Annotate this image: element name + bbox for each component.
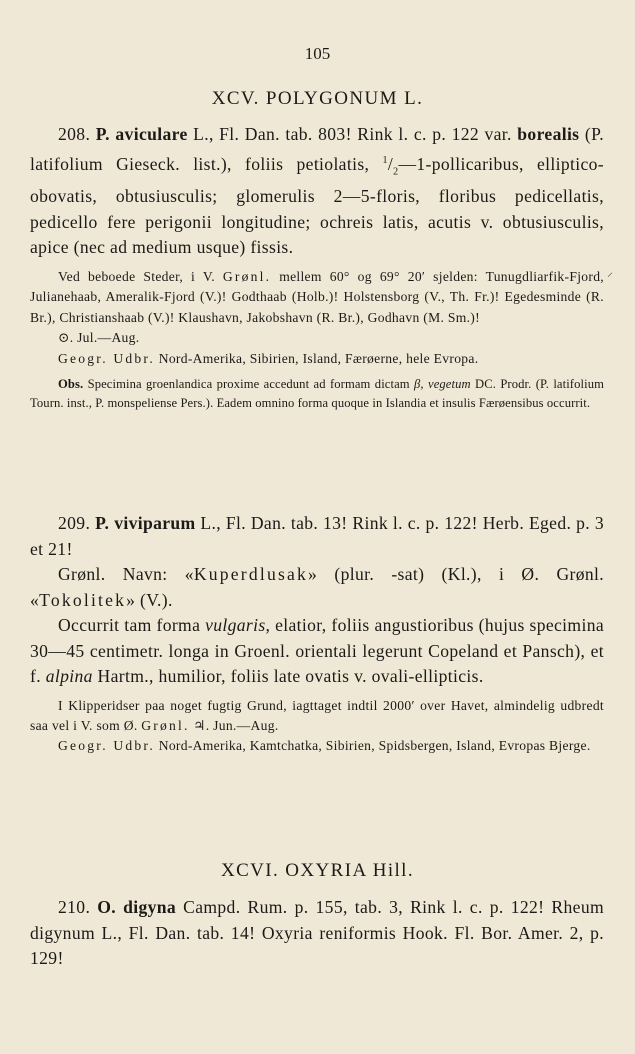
distribution-label: Geogr. Udbr. — [58, 350, 156, 366]
habitat-text: Ved beboede Steder, i V. — [58, 268, 223, 284]
distribution-paragraph — [30, 736, 604, 756]
fraction-denominator: 2 — [393, 165, 399, 177]
form-alpina: alpina — [45, 666, 93, 686]
distribution-text: Nord-Amerika, Kamtchatka, Sibirien, Spidsbergen, Island, Evropas Bjerge. — [155, 738, 591, 754]
obs-label: Obs. — [58, 376, 84, 391]
vernacular-name: Kuperdlusak — [193, 564, 308, 584]
citation-text: Campd. Rum. p. 155, tab. 3, Rink l. c. p. 122! Rheum digynum L., Fl. Dan. tab. 14! Oxyria reniformis Hook. Fl. Bor. Amer. 2, p. 129! — [30, 897, 605, 968]
obs-text-cont: DC. Prodr. (P. latifolium Tourn. inst., P. monspeliense Pers.). Eadem omnino forma quoque in Islandia et insulis Færøensibus occurrit. — [30, 376, 604, 410]
forms-text: Occurrit tam forma — [58, 615, 206, 635]
citation-text: L., Fl. Dan. tab. 13! Rink l. c. p. 122! Herb. Eged. p. 3 et 21! — [30, 513, 605, 559]
vernacular-label: Grønl. Navn: « — [58, 564, 194, 584]
variety-name: borealis — [517, 124, 580, 144]
species-number: 210. — [58, 897, 91, 917]
species-number: 209. — [58, 513, 91, 533]
species-epithet: viviparum — [114, 513, 196, 533]
distribution-text: Nord-Amerika, Sibirien, Island, Færøerne, hele Evropa. — [155, 350, 479, 366]
species-entry-aviculare — [30, 122, 604, 412]
distribution-label: Geogr. Udbr. — [58, 738, 156, 754]
variety-text: (P. latifolium Gieseck. list.), foliis petiolatis, — [30, 124, 605, 174]
forms-paragraph — [30, 613, 604, 690]
forms-text-end: Hartm., humilior, foliis late ovatis v. ovali-ellipticis. — [92, 666, 484, 686]
fraction-numerator: 1 — [382, 154, 388, 166]
vernacular-text: » (plur. -sat) (Kl.), i Ø. Grønl. « — [30, 564, 605, 610]
species-entry-digyna — [30, 895, 604, 972]
species-description — [30, 511, 604, 562]
observation-paragraph — [30, 375, 604, 412]
habitat-text: I Klipperidser paa noget fugtig Grund, iagttaget indtil 2000′ over Havet, almindelig udbredt saa vel i V. som Ø. — [30, 697, 604, 733]
page-number: 105 — [304, 44, 331, 63]
distribution-paragraph — [30, 349, 604, 369]
genus-abbrev: P. — [95, 513, 110, 533]
form-vulgaris: vulgaris — [205, 615, 266, 635]
species-number: 208. — [58, 124, 91, 144]
section-heading-polygonum: XCV. POLYGONUM L. — [211, 88, 424, 109]
species-description — [30, 895, 604, 972]
citation-text: L., Fl. Dan. tab. 803! Rink l. c. p. 122 — [187, 124, 480, 144]
habitat-paragraph — [30, 696, 604, 737]
region-word: Grønl. — [141, 717, 190, 733]
phenology-line: ⊙. Jul.—Aug. — [58, 330, 140, 346]
species-description: 208. P. aviculare L., Fl. Dan. tab. 803! Rink l. c. p. 122 var. borealis (P. latifolium Gieseck. list.), foliis petiolatis, $^1/_2—1$-pollicaribus, elliptico-obovatis, obtusiusculis; glomerulis 2—5-floris, floribus pedicellatis, pedicello fere perigonii longitudine; ochreis latis, acutis v. obtusiusculis, apice (nec ad medium usque) fissis. — [30, 124, 605, 258]
genus-abbrev: P. — [95, 124, 110, 144]
obs-text: Specimina groenlandica proxime accedunt ad formam dictam — [83, 376, 415, 391]
vernacular-source: » (V.). — [126, 589, 173, 610]
obs-variety-name: β, vegetum — [414, 376, 471, 391]
species-entry-viviparum — [30, 511, 604, 757]
species-epithet: digyna — [123, 897, 177, 917]
variety-label: var. — [484, 124, 518, 144]
region-word: Grønl. — [222, 268, 272, 284]
section-heading-oxyria: XCVI. OXYRIA Hill. — [220, 860, 415, 881]
diagnosis-text: —1-pollicaribus, elliptico-obovatis, obtusiusculis; glomerulis 2—5-floris, floribus pedicellatis, pedicello fere perigonii longitudine; ochreis latis, acutis v. obtusiusculis, apice (nec ad medium usque) fissis. — [30, 153, 604, 258]
species-epithet: aviculare — [115, 124, 188, 144]
vernacular-name-paragraph — [30, 562, 604, 613]
phenology-text: ♃. Jun.—Aug. — [189, 717, 279, 733]
habitat-paragraph — [30, 267, 604, 328]
vernacular-name-east: Tokolitek — [39, 589, 127, 610]
forms-text-cont: , elatior, foliis angustioribus (hujus specimina 30—45 centimetr. longa in Groenl. orientali legerunt Copeland et Pansch), et f. — [30, 615, 604, 686]
localities-text: mellem 60° og 69° 20′ sjelden: Tunugdliarfik-Fjord, Julianehaab, Ameralik-Fjord (V.)! Godthaab (Holb.)! Holstensborg (V., Th. Fr.)! Egedesminde (R. Br.), Christianshaab (V.)! Klaushavn, Jakobshavn (R. Br.), Godhavn (M. Sm.)! — [30, 268, 604, 325]
genus-abbrev: O. — [97, 897, 117, 917]
margin-mark: ⸝ — [607, 265, 614, 279]
